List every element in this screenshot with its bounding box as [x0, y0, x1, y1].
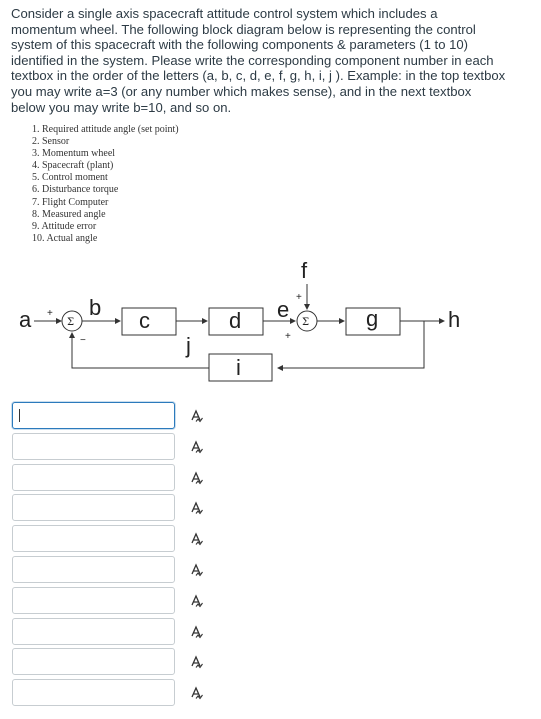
sign-plus-1: + — [47, 308, 53, 319]
component-item: 9. Attitude error — [32, 220, 97, 232]
label-b: b — [89, 295, 102, 320]
label-i: i — [236, 355, 241, 380]
question-line: Consider a single axis spacecraft attitude control system which includes a — [11, 6, 438, 21]
sigma-1: Σ — [67, 317, 75, 328]
answer-input[interactable] — [12, 648, 175, 675]
question-line: below you may write b=10, and so on. — [11, 99, 232, 115]
question-text — [11, 6, 536, 115]
sign-plus-2-bottom: + — [285, 331, 291, 342]
label-d: d — [229, 308, 242, 333]
question-line: you may write a=3 (or any number which makes sense), and in the next textbox — [11, 83, 472, 99]
label-g: g — [366, 306, 379, 331]
label-e: e — [277, 297, 290, 322]
equation-editor-icon[interactable] — [190, 409, 204, 423]
answer-input[interactable] — [12, 525, 175, 552]
equation-editor-icon[interactable] — [190, 625, 204, 639]
answer-input[interactable] — [12, 433, 175, 460]
answer-input[interactable] — [12, 556, 175, 583]
answer-input[interactable] — [12, 587, 175, 614]
label-h: h — [448, 307, 461, 332]
answer-input[interactable] — [12, 402, 175, 429]
text-caret — [19, 409, 20, 422]
equation-editor-icon[interactable] — [190, 532, 204, 546]
equation-editor-icon[interactable] — [190, 655, 204, 669]
component-list — [32, 124, 179, 245]
component-item: 1. Required attitude angle (set point) — [32, 124, 179, 135]
question-line: momentum wheel. The following block diagram below is representing the control — [11, 21, 476, 37]
answer-input[interactable] — [12, 679, 175, 706]
label-j: j — [186, 333, 191, 358]
sign-minus-1: − — [80, 335, 86, 346]
equation-editor-icon[interactable] — [190, 501, 204, 515]
component-item: 3. Momentum wheel — [32, 148, 116, 160]
sigma-2: Σ — [302, 317, 310, 328]
component-item: 6. Disturbance torque — [32, 184, 119, 196]
component-item: 5. Control moment — [32, 172, 108, 184]
component-item: 8. Measured angle — [32, 208, 106, 220]
question-line: system of this spacecraft with the following components & parameters (1 to 10) — [11, 37, 469, 53]
label-c: c — [139, 308, 150, 333]
block-diagram — [0, 255, 541, 385]
question-line: identified in the system. Please write the corresponding component number in each — [11, 52, 494, 68]
equation-editor-icon[interactable] — [190, 440, 204, 454]
label-a: a — [19, 307, 32, 332]
answer-input[interactable] — [12, 494, 175, 521]
equation-editor-icon[interactable] — [190, 686, 204, 700]
component-item: 7. Flight Computer — [32, 196, 109, 208]
sign-plus-2-top: + — [296, 292, 302, 303]
component-item: 10. Actual angle — [32, 232, 98, 244]
equation-editor-icon[interactable] — [190, 471, 204, 485]
equation-editor-icon[interactable] — [190, 563, 204, 577]
answer-input[interactable] — [12, 618, 175, 645]
label-f: f — [301, 258, 308, 283]
question-line: textbox in the order of the letters (a, b, c, d, e, f, g, h, i, j ). Example: in the top textbox — [11, 68, 506, 84]
equation-editor-icon[interactable] — [190, 594, 204, 608]
component-item: 4. Spacecraft (plant) — [32, 160, 114, 172]
component-item: 2. Sensor — [32, 136, 70, 148]
answer-input[interactable] — [12, 464, 175, 491]
